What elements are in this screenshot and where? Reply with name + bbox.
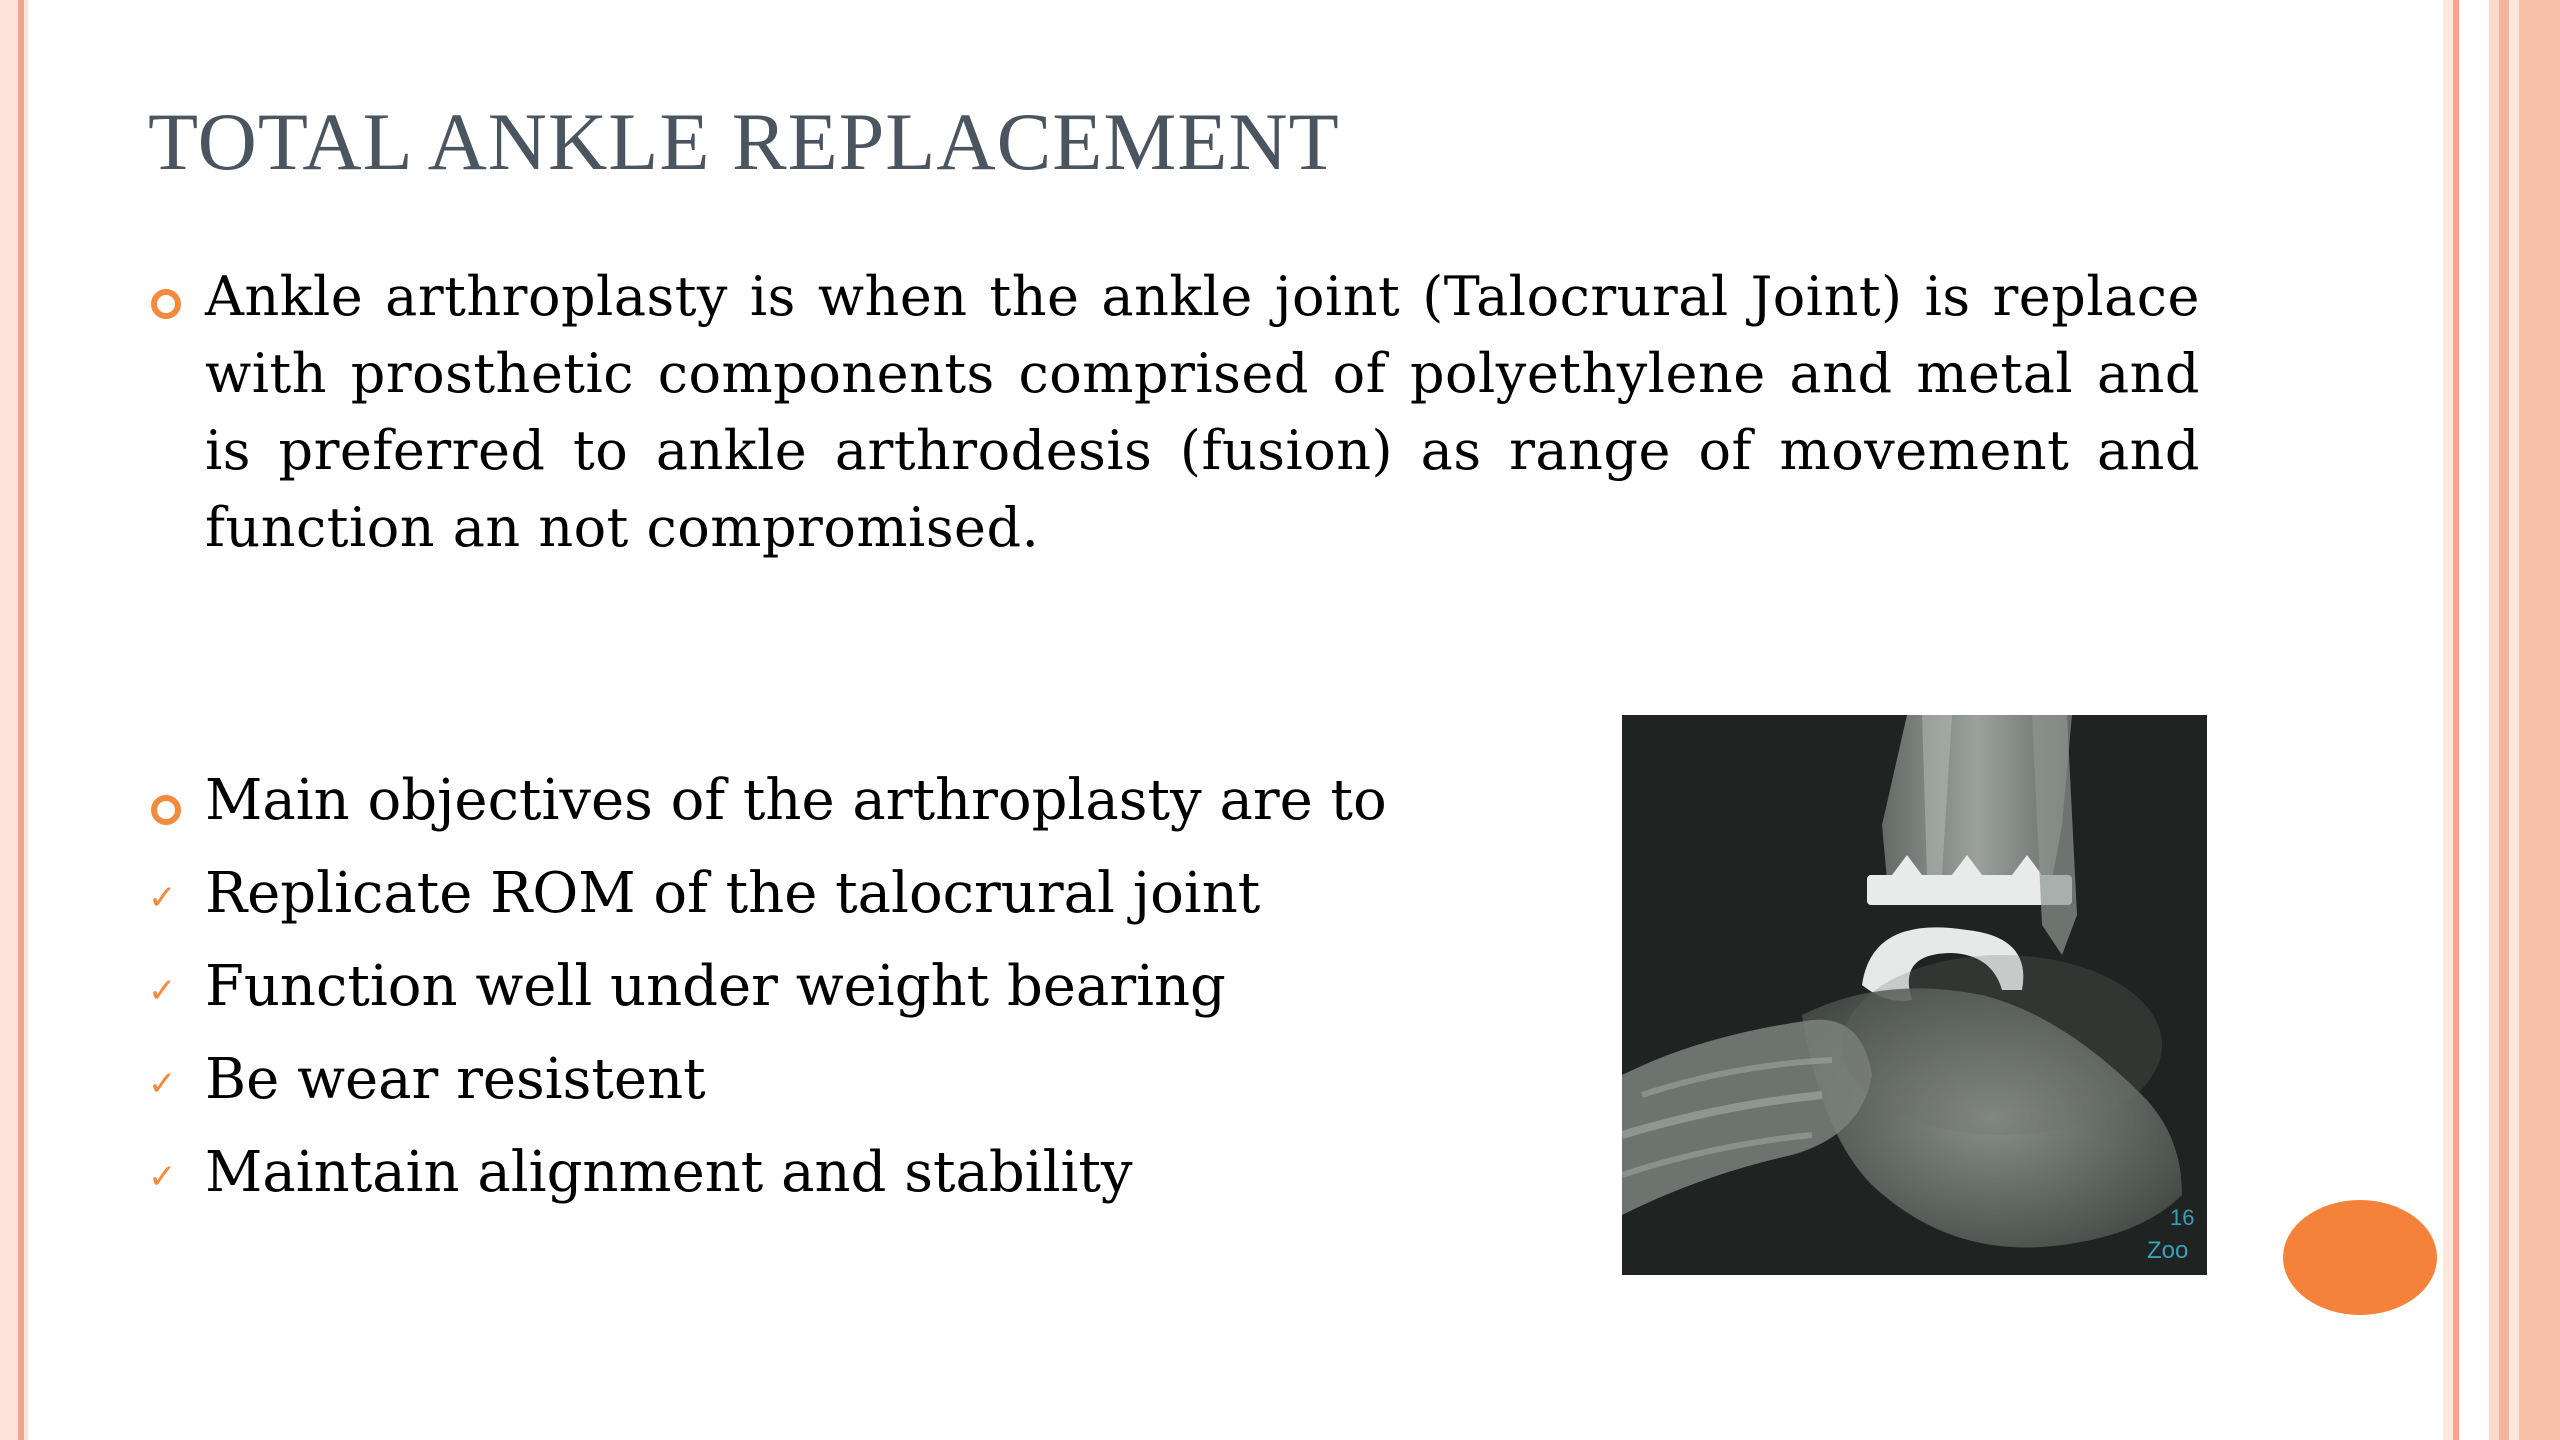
objective-item: Replicate ROM of the talocrural joint [205, 861, 1261, 926]
check-mark-icon: ✓ [148, 971, 177, 1011]
objective-item: Be wear resistent [205, 1047, 706, 1112]
orange-circle-decoration [2283, 1200, 2437, 1315]
objective-item: Function well under weight bearing [205, 954, 1226, 1019]
objectives-heading: Main objectives of the arthroplasty are to [205, 768, 1387, 833]
orange-ring-bullet-icon [151, 795, 181, 825]
left-border-line [18, 0, 24, 1440]
right-border-stripes [2443, 0, 2560, 1440]
check-mark-icon: ✓ [148, 1064, 177, 1104]
slide-title: TOTAL ANKLE REPLACEMENT [148, 96, 1340, 187]
objective-item: Maintain alignment and stability [205, 1140, 1133, 1205]
ankle-xray-image [1622, 715, 2207, 1275]
xray-overlay-label: Zoo [2147, 1237, 2189, 1264]
orange-ring-bullet-icon [151, 289, 181, 319]
check-mark-icon: ✓ [148, 878, 177, 918]
intro-paragraph: Ankle arthroplasty is when the ankle joint (Talocrural Joint) is replace with prosthetic components comprised of polyethylene and metal and is preferred to ankle arthrodesis (fusion) as range of movement and function an not compromised. [205, 265, 2200, 559]
xray-overlay-label: 16 [2170, 1205, 2195, 1230]
check-mark-icon: ✓ [148, 1157, 177, 1197]
